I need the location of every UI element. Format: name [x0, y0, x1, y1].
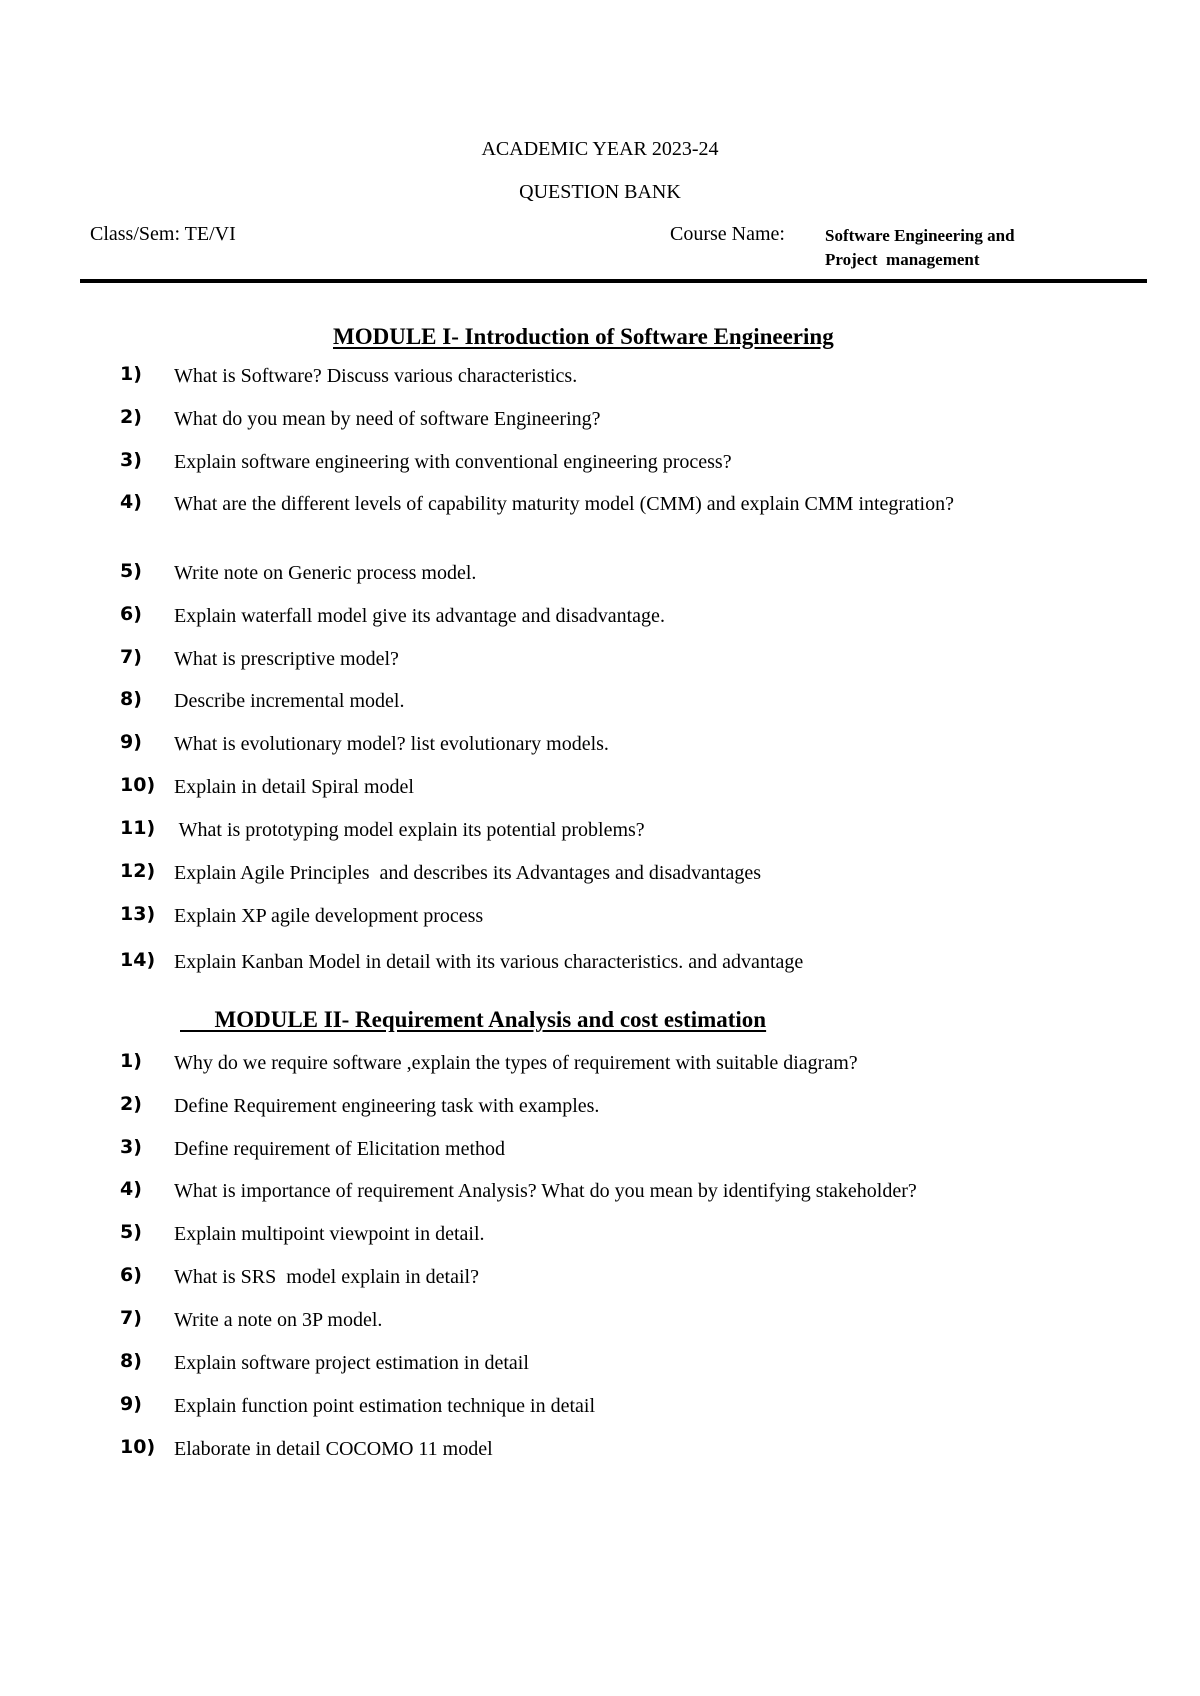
question-text: Explain function point estimation technique in detail [174, 1395, 596, 1417]
question-number: 2) [120, 406, 142, 428]
question-text: What is prototyping model explain its potential problems? [174, 819, 645, 841]
module-2-title-text: MODULE II- Requirement Analysis and cost estimation [214, 1007, 767, 1032]
question-number: 14) [120, 949, 156, 971]
question-number: 8) [120, 1350, 142, 1372]
question-text: What do you mean by need of software Engineering? [174, 408, 601, 430]
academic-year: ACADEMIC YEAR 2023-24 [481, 138, 719, 160]
question-number: 6) [120, 603, 142, 625]
question-text: Write note on Generic process model. [174, 562, 477, 584]
question-number: 4) [120, 491, 142, 513]
module-2-title [180, 1007, 766, 1033]
question-number: 6) [120, 1264, 142, 1286]
question-text: What is importance of requirement Analysis? What do you mean by identifying stakeholder? [174, 1180, 917, 1202]
course-name-label: Course Name: [670, 223, 785, 245]
course-name [825, 224, 1015, 272]
question-text: Explain software project estimation in detail [174, 1352, 529, 1374]
question-number: 5) [120, 560, 142, 582]
question-text: Explain waterfall model give its advantage and disadvantage. [174, 605, 665, 627]
question-text: Explain multipoint viewpoint in detail. [174, 1223, 485, 1245]
class-sem: Class/Sem: TE/VI [90, 223, 236, 245]
question-text: Explain Kanban Model in detail with its various characteristics. and advantage [174, 951, 804, 973]
question-number: 3) [120, 449, 142, 471]
question-number: 7) [120, 646, 142, 668]
question-number: 10) [120, 1436, 156, 1458]
question-number: 12) [120, 860, 156, 882]
question-number: 2) [120, 1093, 142, 1115]
question-text: What are the different levels of capability maturity model (CMM) and explain CMM integration? [174, 493, 954, 515]
question-text: Define Requirement engineering task with examples. [174, 1095, 600, 1117]
course-name-line-1: Software Engineering and [825, 226, 1015, 245]
question-number: 3) [120, 1136, 142, 1158]
question-number: 10) [120, 774, 156, 796]
question-text: Write a note on 3P model. [174, 1309, 383, 1331]
question-number: 8) [120, 688, 142, 710]
module-1-title: MODULE I- Introduction of Software Engineering [333, 324, 834, 349]
question-text: What is SRS model explain in detail? [174, 1266, 479, 1288]
question-text: Explain software engineering with conventional engineering process? [174, 451, 732, 473]
question-number: 9) [120, 1393, 142, 1415]
question-text: Explain Agile Principles and describes its Advantages and disadvantages [174, 862, 762, 884]
course-name-line-2: Project management [825, 250, 980, 269]
question-text: Explain in detail Spiral model [174, 776, 414, 798]
question-number: 9) [120, 731, 142, 753]
document-title: QUESTION BANK [519, 181, 681, 203]
question-text: Elaborate in detail COCOMO 11 model [174, 1438, 493, 1460]
question-number: 7) [120, 1307, 142, 1329]
question-text: Explain XP agile development process [174, 905, 484, 927]
question-text: What is evolutionary model? list evolutionary models. [174, 733, 609, 755]
question-text: Describe incremental model. [174, 690, 405, 712]
question-number: 1) [120, 1050, 142, 1072]
question-number: 13) [120, 903, 156, 925]
question-number: 11) [120, 817, 156, 839]
header-divider [80, 279, 1147, 283]
question-text: What is Software? Discuss various characteristics. [174, 365, 578, 387]
question-number: 1) [120, 363, 142, 385]
question-number: 4) [120, 1178, 142, 1200]
question-text: Define requirement of Elicitation method [174, 1138, 505, 1160]
question-text: Why do we require software ,explain the types of requirement with suitable diagram? [174, 1052, 858, 1074]
question-number: 5) [120, 1221, 142, 1243]
question-text: What is prescriptive model? [174, 648, 399, 670]
